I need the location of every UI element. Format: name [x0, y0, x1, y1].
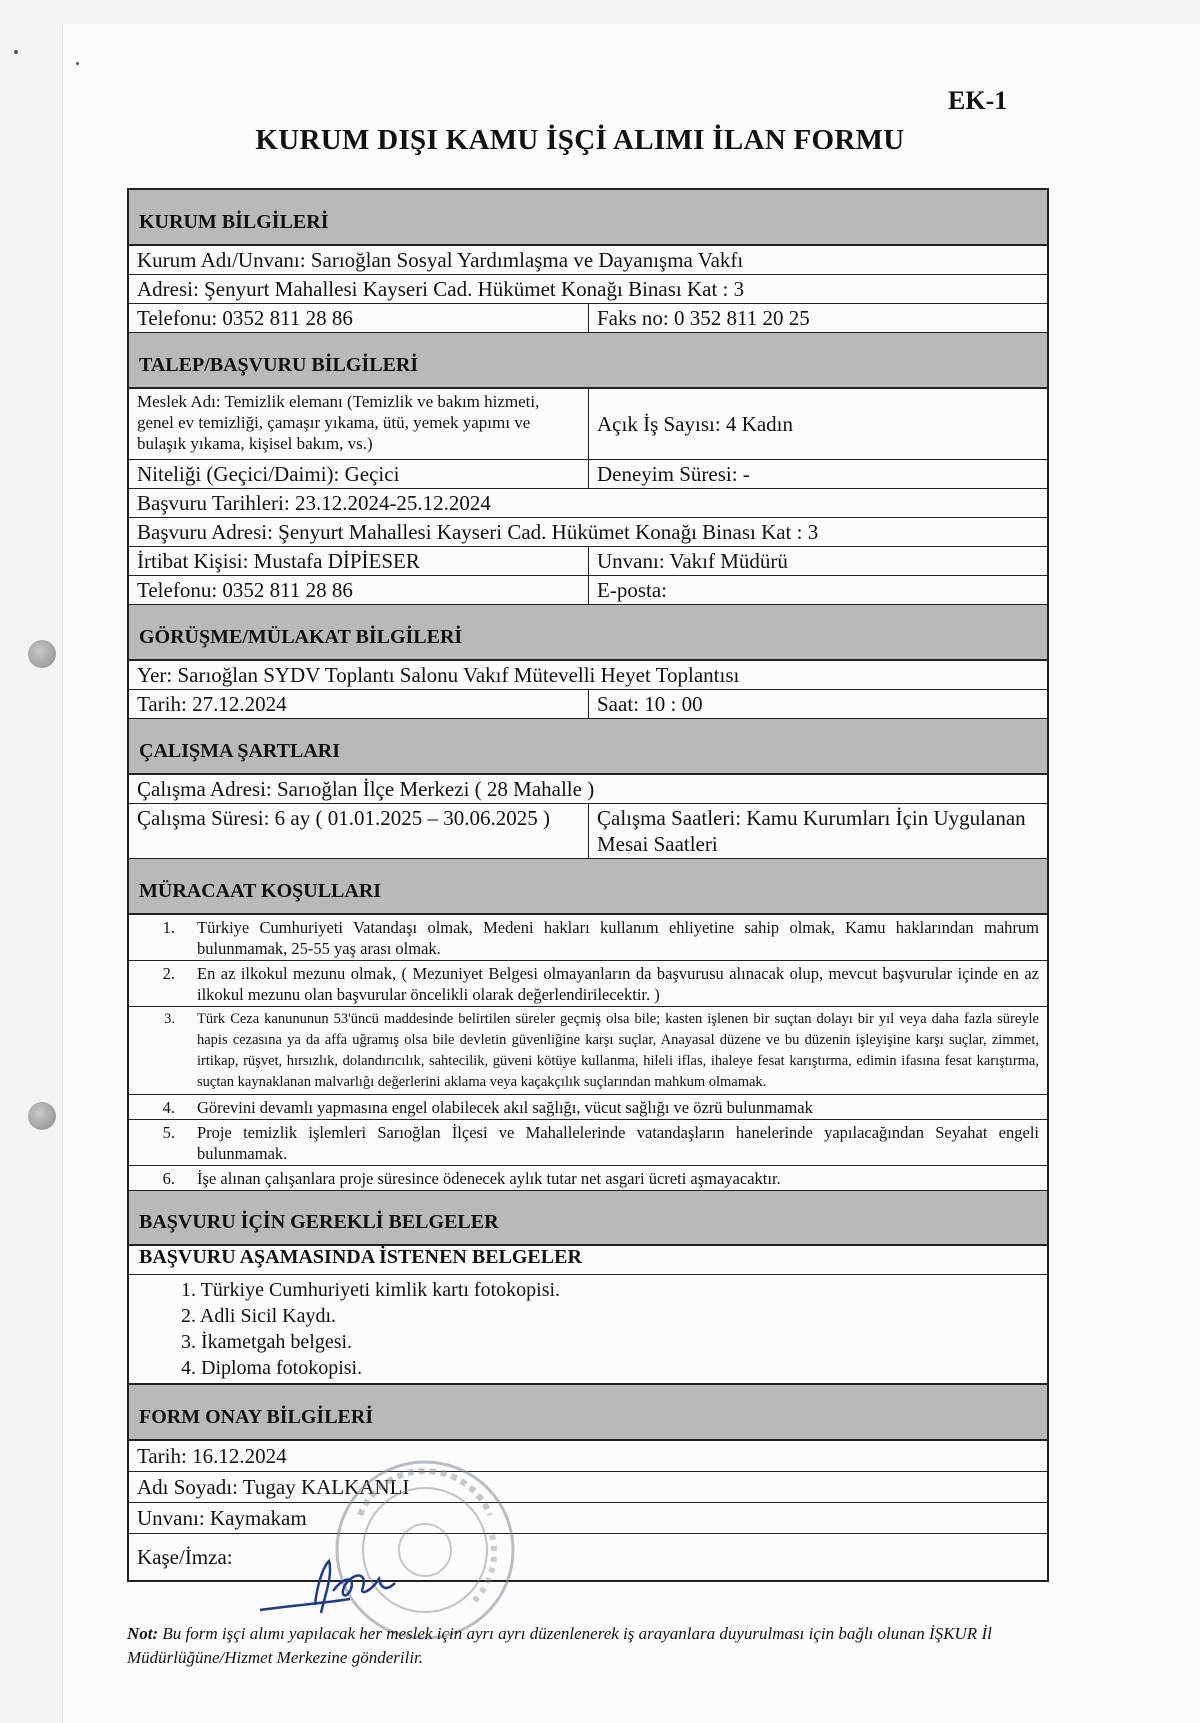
note-text: Bu form işçi alımı yapılacak her meslek için ayrı ayrı düzenlenerek iş arayanlara duyurulması için bağlı olunan İŞKUR İl Müdürlüğüne/Hizmet Merkezine gönderilir. [127, 1624, 992, 1667]
kurum-telefon: Telefonu: 0352 811 28 86 [129, 304, 589, 332]
item-text: Proje temizlik işlemleri Sarıoğlan İlçesi ve Mahallelerinde vatandaşların hanelerinde yapılacağından Seyahat engeli bulunmamak. [197, 1123, 1039, 1163]
list-item [129, 961, 1047, 1007]
acik-is-sayisi: Açık İş Sayısı: 4 Kadın [597, 412, 793, 436]
irtibat-unvani: Unvanı: Vakıf Müdürü [597, 549, 788, 573]
deneyim-suresi: Deneyim Süresi: - [597, 462, 750, 486]
irtibat-telefon: Telefonu: 0352 811 28 86 [129, 576, 589, 604]
basvuru-adresi: Başvuru Adresi: Şenyurt Mahallesi Kayseri Cad. Hükümet Konağı Binası Kat : 3 [137, 520, 819, 544]
kurum-adres: Adresi: Şenyurt Mahallesi Kayseri Cad. Hükümet Konağı Binası Kat : 3 [137, 277, 745, 301]
item-number: 3. [164, 1011, 175, 1027]
item-number: 5. [162, 1123, 175, 1142]
punch-hole [28, 640, 56, 668]
onay-unvan: Unvanı: Kaymakam [137, 1506, 307, 1530]
calisma-adresi: Çalışma Adresi: Sarıoğlan İlçe Merkezi ( 28 Mahalle ) [137, 777, 595, 801]
list-item [129, 915, 1047, 961]
list-item [129, 1095, 1047, 1120]
item-number: 2. [162, 964, 175, 983]
annex-label: EK-1 [948, 86, 1008, 115]
meslek-adi: Meslek Adı: Temizlik elemanı (Temizlik ve bakım hizmeti, genel ev temizliği, çamaşır yıkama, ütü, yemek yapımı ve bulaşık yıkama, kişisel bakım, vs.) [129, 389, 589, 459]
item-text: İşe alınan çalışanlara proje süresince ödenecek aylık tutar net asgari ücreti aşmayacaktır. [197, 1169, 781, 1188]
gorusme-yer: Yer: Sarıoğlan SYDV Toplantı Salonu Vakıf Mütevelli Heyet Toplantısı [137, 663, 740, 687]
list-item: 1. Türkiye Cumhuriyeti kimlik kartı fotokopisi. [181, 1279, 561, 1301]
onay-kase-imza: Kaşe/İmza: [137, 1545, 233, 1569]
kurum-faks: Faks no: 0 352 811 20 25 [597, 306, 810, 330]
list-item: 3. İkametgah belgesi. [181, 1331, 353, 1353]
section-kurum-header: KURUM BİLGİLERİ [129, 190, 1047, 246]
calisma-saatleri: Çalışma Saatleri: Kamu Kurumları İçin Uygulanan Mesai Saatleri [597, 806, 1026, 856]
onay-tarih: Tarih: 16.12.2024 [137, 1444, 287, 1468]
section-calisma-header: ÇALIŞMA ŞARTLARI [129, 719, 1047, 775]
announcement-form [127, 188, 1049, 1582]
section-belgeler-header: BAŞVURU İÇİN GEREKLİ BELGELER [129, 1190, 1047, 1246]
belgeler-subheader: BAŞVURU AŞAMASINDA İSTENEN BELGELER [129, 1246, 1047, 1275]
item-text: En az ilkokul mezunu olmak, ( Mezuniyet Belgesi olmayanların da başvurusu alınacak olup, mevcut başvurular içinde en az ilkokul mezunu olan başvurular öncelikli olarak değerlendirilecektir. ) [197, 964, 1039, 1004]
list-item [129, 1120, 1047, 1166]
irtibat-eposta: E-posta: [597, 578, 667, 602]
scan-speck [76, 62, 79, 65]
item-text: Görevini devamlı yapmasına engel olabilecek akıl sağlığı, vücut sağlığı ve özrü bulunmamak [197, 1098, 813, 1117]
section-onay-header: FORM ONAY BİLGİLERİ [129, 1385, 1047, 1441]
note-label: Not: [127, 1624, 159, 1643]
gorusme-tarih: Tarih: 27.12.2024 [129, 690, 589, 718]
item-text: Türk Ceza kanununun 53'üncü maddesinde belirtilen süreler geçmiş olsa bile; kasten işlenen bir suçtan dolayı bir yıl veya daha fazla süreyle hapis cezasına ya da affa uğramış olsa bile devletin güvenliğine karşı suçlar, Anayasal düzene ve bu düzenin işleyişine karşı suçlar, zimmet, irtikap, rüşvet, hırsızlık, dolandırıcılık, sahtecilik, güveni kötüye kullanma, hileli iflas, ihaleye fesat karıştırma, edimin ifasına fesat karıştırma, suçtan kaynaklanan malvarlığı değerlerini aklama veya kaçakçılık suçlarından mahkum olmamak. [197, 1011, 1039, 1090]
gorusme-saat: Saat: 10 : 00 [597, 692, 703, 716]
list-item: 4. Diploma fotokopisi. [181, 1357, 363, 1379]
kurum-adi: Kurum Adı/Unvanı: Sarıoğlan Sosyal Yardımlaşma ve Dayanışma Vakfı [137, 248, 744, 272]
item-text: Türkiye Cumhuriyeti Vatandaşı olmak, Medeni hakları kullanım ehliyetine sahip olmak, Kamu haklarından mahrum bulunmamak, 25-55 yaş arası olmak. [197, 918, 1039, 958]
belgeler-list [129, 1275, 1047, 1385]
niteligi: Niteliği (Geçici/Daimi): Geçici [129, 460, 589, 488]
calisma-suresi: Çalışma Süresi: 6 ay ( 01.01.2025 – 30.06.2025 ) [129, 804, 589, 858]
item-number: 6. [162, 1169, 175, 1188]
page-title: KURUM DIŞI KAMU İŞÇİ ALIMI İLAN FORMU [255, 124, 905, 156]
item-number: 1. [162, 918, 175, 937]
item-number: 4. [162, 1098, 175, 1117]
irtibat-kisisi: İrtibat Kişisi: Mustafa DİPİESER [129, 547, 589, 575]
muracaat-list [129, 915, 1047, 1190]
section-muracaat-header: MÜRACAAT KOŞULLARI [129, 859, 1047, 915]
footer-note [127, 1622, 1057, 1670]
section-talep-header: TALEP/BAŞVURU BİLGİLERİ [129, 333, 1047, 389]
signature [255, 1555, 425, 1625]
punch-hole [28, 1102, 56, 1130]
basvuru-tarihleri: Başvuru Tarihleri: 23.12.2024-25.12.2024 [137, 491, 491, 515]
onay-adi-soyadi: Adı Soyadı: Tugay KALKANLI [137, 1475, 410, 1499]
list-item [129, 1166, 1047, 1190]
section-gorusme-header: GÖRÜŞME/MÜLAKAT BİLGİLERİ [129, 605, 1047, 661]
list-item [129, 1007, 1047, 1095]
scan-speck [14, 50, 18, 54]
list-item: 2. Adli Sicil Kaydı. [181, 1305, 336, 1327]
